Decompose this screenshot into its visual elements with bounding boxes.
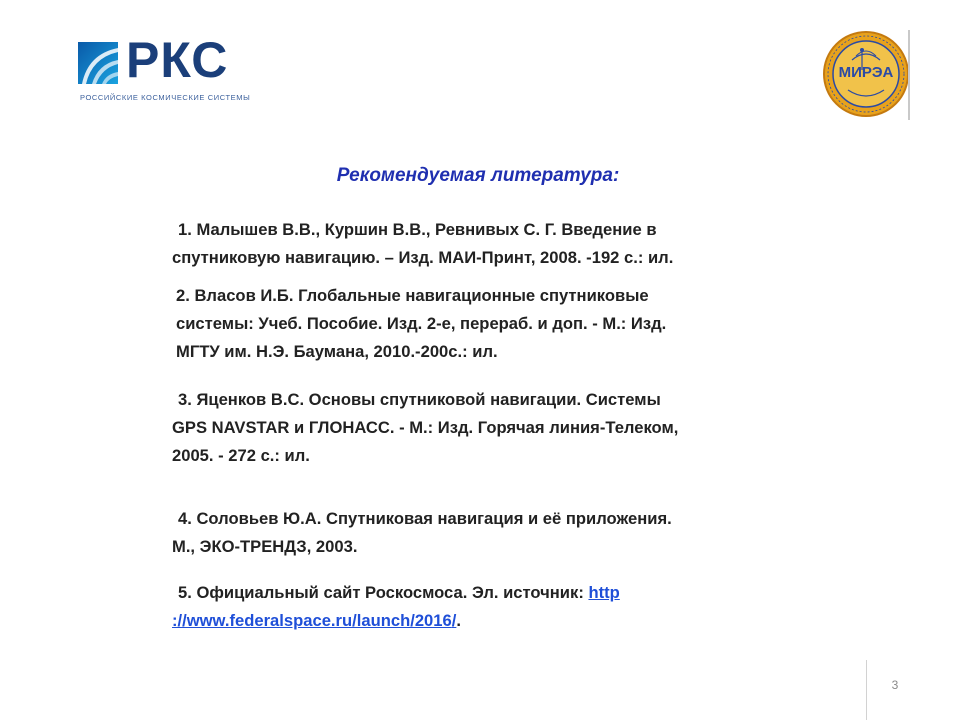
page-title (0, 165, 960, 187)
reference-text-end: . (456, 611, 461, 630)
page-number: 3 (891, 678, 899, 692)
reference-item-3 (172, 386, 822, 470)
page-title-text: Рекомендуемая литература: (336, 165, 620, 186)
reference-line: 2005. - 272 с.: ил. (172, 446, 310, 465)
reference-line: 1. Малышев В.В., Куршин В.В., Ревнивых С. Г. Введение в (178, 220, 657, 239)
rks-logo-subtitle: РОССИЙСКИЕ КОСМИЧЕСКИЕ СИСТЕМЫ (80, 93, 251, 102)
rks-logo-mark-icon (78, 42, 124, 88)
roscosmos-link-part1[interactable]: http (588, 583, 620, 602)
reference-line: 2. Власов И.Б. Глобальные навигационные спутниковые (176, 286, 649, 305)
reference-line (172, 607, 822, 635)
mirea-emblem-label: МИРЭА (838, 64, 894, 81)
reference-line: 4. Соловьев Ю.А. Спутниковая навигация и её приложения. (178, 509, 672, 528)
reference-text: 5. Официальный сайт Роскосмоса. Эл. источник: (178, 583, 589, 602)
reference-item-5 (172, 579, 822, 635)
reference-line (172, 579, 822, 607)
roscosmos-link-part2[interactable]: ://www.federalspace.ru/launch/2016 (172, 611, 452, 630)
mirea-emblem (822, 30, 910, 118)
right-divider (908, 30, 910, 120)
rks-logo (78, 32, 278, 104)
reference-line: спутниковую навигацию. – Изд. МАИ-Принт, 2008. -192 с.: ил. (172, 248, 674, 267)
reference-line: МГТУ им. Н.Э. Баумана, 2010.-200с.: ил. (176, 342, 498, 361)
reference-line: GPS NAVSTAR и ГЛОНАСС. - М.: Изд. Горячая линия-Телеком, (172, 418, 679, 437)
reference-line: 3. Яценков В.С. Основы спутниковой навигации. Системы (178, 390, 661, 409)
reference-item-2 (176, 282, 826, 366)
roscosmos-link-slash[interactable]: / (451, 611, 457, 630)
reference-line: М., ЭКО-ТРЕНДЗ, 2003. (172, 537, 358, 556)
reference-item-4 (172, 505, 822, 561)
reference-line: системы: Учеб. Пособие. Изд. 2-е, перераб. и доп. - М.: Изд. (176, 314, 667, 333)
reference-item-1 (172, 216, 822, 272)
bottom-divider (866, 660, 867, 720)
rks-logo-wordmark: РКС (126, 32, 229, 88)
